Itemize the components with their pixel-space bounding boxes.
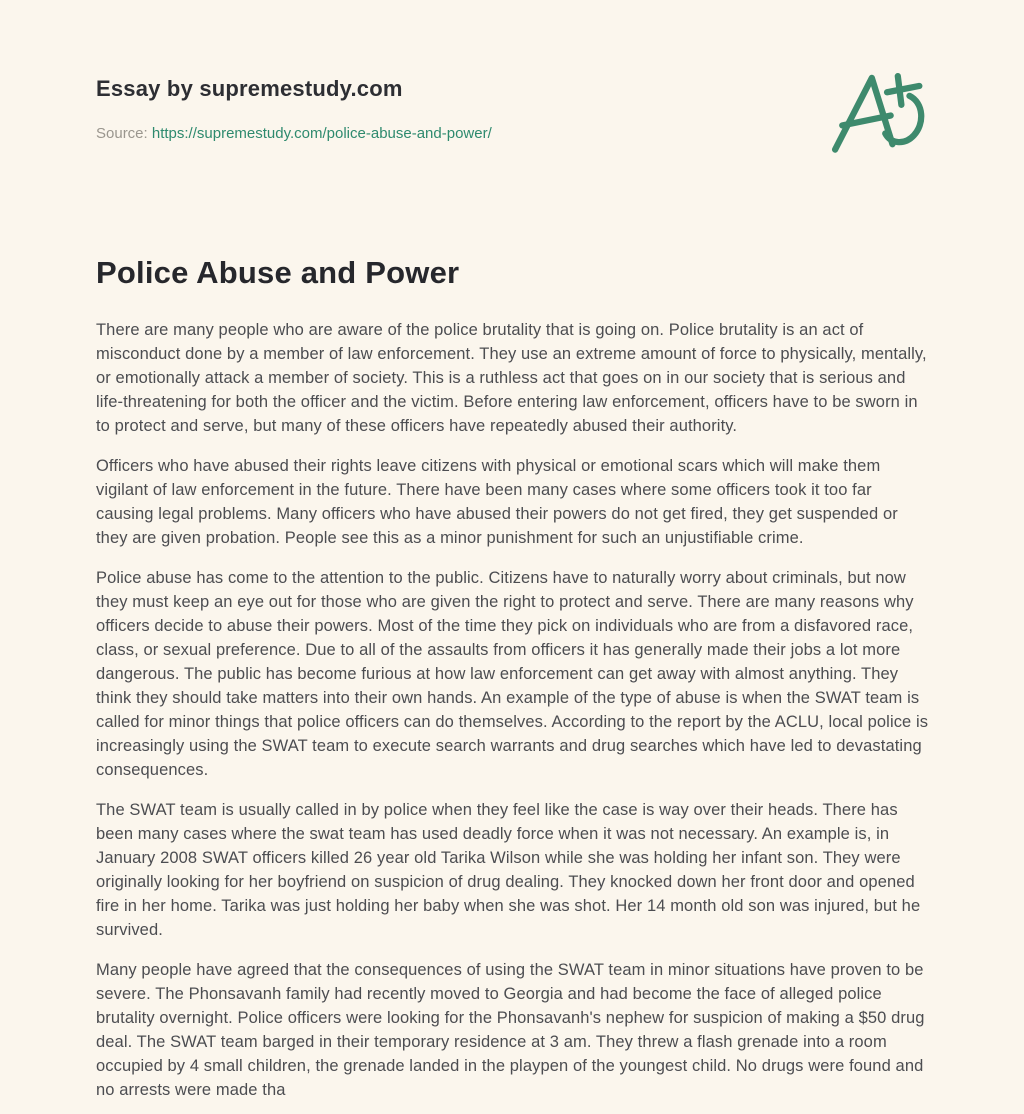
essay-title: Police Abuse and Power (96, 255, 460, 290)
essay-paragraph: Many people have agreed that the consequences of using the SWAT team in minor situations have proven to be severe. The Phonsavanh family had recently moved to Georgia and had become the face of alleged police brutality overnight. Police officers were looking for the Phonsavanh's nephew for suspicion of making a $50 drug deal. The SWAT team barged in their temporary residence at 3 am. They threw a flash grenade into a room occupied by 4 small children, the grenade landed in the playpen of the youngest child. No drugs were found and no arrests were made tha (96, 961, 925, 1099)
source-label: Source: (96, 125, 148, 142)
essay-paragraph: Officers who have abused their rights leave citizens with physical or emotional scars which will make them vigilant of law enforcement in the future. There have been many cases where some officers took it too far causing legal problems. Many officers who have abused their powers do not get fired, they get suspended or they are given probation. People see this as a minor punishment for such an unjustifiable crime. (96, 457, 898, 547)
a-plus-logo-icon (818, 60, 940, 172)
essay-paragraph: Police abuse has come to the attention to the public. Citizens have to naturally worry about criminals, but now they must keep an eye out for those who are given the right to protect and serve. There are many reasons why officers decide to abuse their powers. Most of the time they pick on individuals who are from a disfavored race, class, or sexual preference. Due to all of the assaults from officers it has generally made their jobs a lot more dangerous. The public has become furious at how law enforcement can get away with almost anything. They think they should take matters into their own hands. An example of the type of abuse is when the SWAT team is called for minor things that police officers can do themselves. According to the report by the ACLU, local police is increasingly using the SWAT team to execute search warrants and drug searches which have led to devastating consequences. (96, 569, 929, 779)
essay-body (96, 318, 932, 1102)
essay-paragraph: There are many people who are aware of the police brutality that is going on. Police brutality is an act of misconduct done by a member of law enforcement. They use an extreme amount of force to physically, mentally, or emotionally attack a member of society. This is a ruthless act that goes on in our society that is serious and life-threatening for both the officer and the victim. Before entering law enforcement, officers have to be sworn in to protect and serve, but many of these officers have repeatedly abused their authority. (96, 321, 927, 435)
source-line (96, 125, 492, 142)
source-link[interactable]: https://supremestudy.com/police-abuse-and-power/ (151, 125, 492, 142)
essay-content (96, 254, 932, 1114)
page-title: Essay by supremestudy.com (96, 76, 403, 101)
essay-paragraph: The SWAT team is usually called in by police when they feel like the case is way over their heads. There has been many cases where the swat team has used deadly force when it was not necessary. An example is, in January 2008 SWAT officers killed 26 year old Tarika Wilson while she was holding her infant son. They were originally looking for her boyfriend on suspicion of drug dealing. They knocked down her front door and opened fire in her home. Tarika was just holding her baby when she was shot. Her 14 month old son was injured, but he survived. (96, 801, 921, 939)
